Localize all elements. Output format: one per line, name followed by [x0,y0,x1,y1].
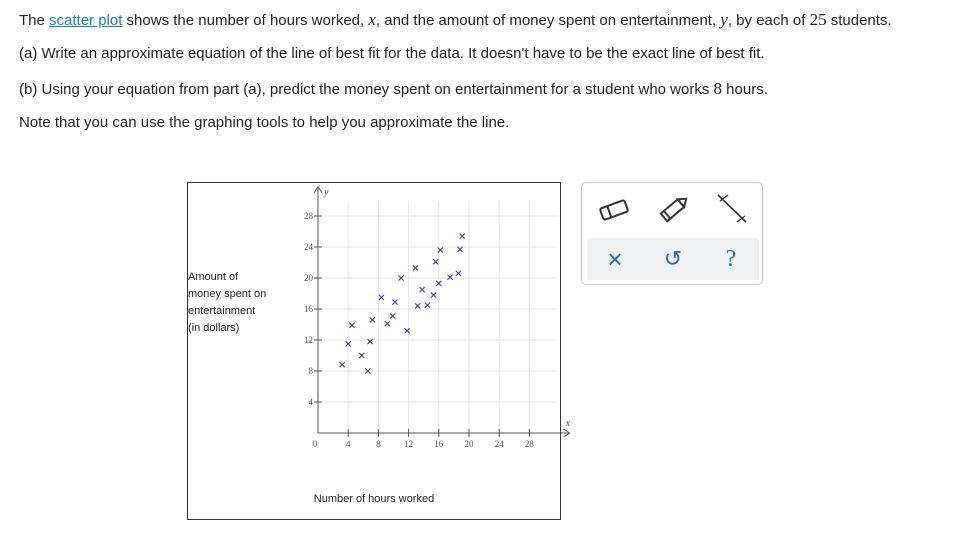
data-point [379,295,384,300]
intro-text-1: The [19,12,50,29]
clear-button[interactable] [595,242,635,276]
data-point [359,353,364,358]
graph-area[interactable] [187,182,571,520]
origin-label: 0 [312,439,318,449]
question-part-b [19,80,768,99]
data-point [433,259,438,264]
question-note: Note that you can use the graphing tools to help you approximate the line. [19,114,510,131]
data-point [390,313,395,318]
data-point [413,265,418,270]
data-point [425,303,430,308]
x-tick-label: 12 [404,439,414,449]
part-b-end-text: hours. [722,81,768,98]
y-tick-label: 16 [304,304,313,314]
data-point [415,303,420,308]
y-label-line-3: entertainment [188,305,256,317]
part-b-hours: 8 [713,79,723,98]
eraser-icon [597,197,631,223]
y-tick-label: 20 [304,273,313,283]
question-part-a: (a) Write an approximate equation of the line of best fit for the data. It doesn't have to be the exact line of best fit. [19,45,765,62]
data-point [448,275,453,280]
data-point [460,234,465,239]
pencil-tool[interactable] [654,192,694,226]
x-tick-label: 8 [376,439,381,449]
x-axis-name: x [565,418,571,429]
variable-x: x [368,10,376,29]
intro-text-4: , by each of [727,12,810,29]
help-button[interactable] [711,242,751,276]
help-icon: ? [725,246,737,272]
data-point [420,287,425,292]
data-point [385,321,390,326]
eraser-tool[interactable] [594,193,634,227]
y-tick-label: 12 [304,335,313,345]
y-tick-label: 28 [304,211,313,221]
question-intro [19,11,892,30]
toolbar-actions [587,238,759,280]
data-point [370,317,375,322]
data-point [392,299,397,304]
y-label-line-2: money spent on [188,288,267,300]
data-point [456,271,461,276]
data-point [349,323,354,328]
data-point [340,362,345,367]
x-tick-label: 28 [524,439,534,449]
data-point [457,247,462,252]
scatter-plot-link[interactable]: scatter plot [49,12,123,29]
x-tick-label: 16 [434,439,444,449]
data-point [431,292,436,297]
pencil-icon [657,194,691,224]
y-label-line-4: (in dollars) [188,322,240,334]
close-icon: × [607,244,623,274]
variable-y: y [720,10,728,29]
intro-text-2: shows the number of hours worked, [122,12,369,29]
undo-icon: ↺ [663,246,683,271]
student-count: 25 [809,10,827,29]
y-tick-label: 24 [304,242,313,252]
graphing-toolbox [581,182,763,285]
intro-text-3: , and the amount of money spent on entertainment, [375,12,721,29]
line-tool[interactable] [712,192,752,226]
part-b-text: (b) Using your equation from part (a), predict the money spent on entertainment for a student who works [19,81,714,98]
line-segment-icon [714,192,750,226]
scatter-plot[interactable] [188,183,571,519]
undo-button[interactable] [653,242,693,276]
y-label-line-1: Amount of [188,271,239,283]
y-tick-label: 8 [308,366,313,376]
intro-text-5: students. [826,12,892,29]
x-tick-label: 24 [494,439,504,449]
x-tick-label: 20 [464,439,474,449]
x-tick-label: 4 [345,439,351,449]
y-axis-name: y [324,186,329,198]
y-tick-label: 4 [308,397,313,407]
x-axis-label: Number of hours worked [313,493,435,505]
